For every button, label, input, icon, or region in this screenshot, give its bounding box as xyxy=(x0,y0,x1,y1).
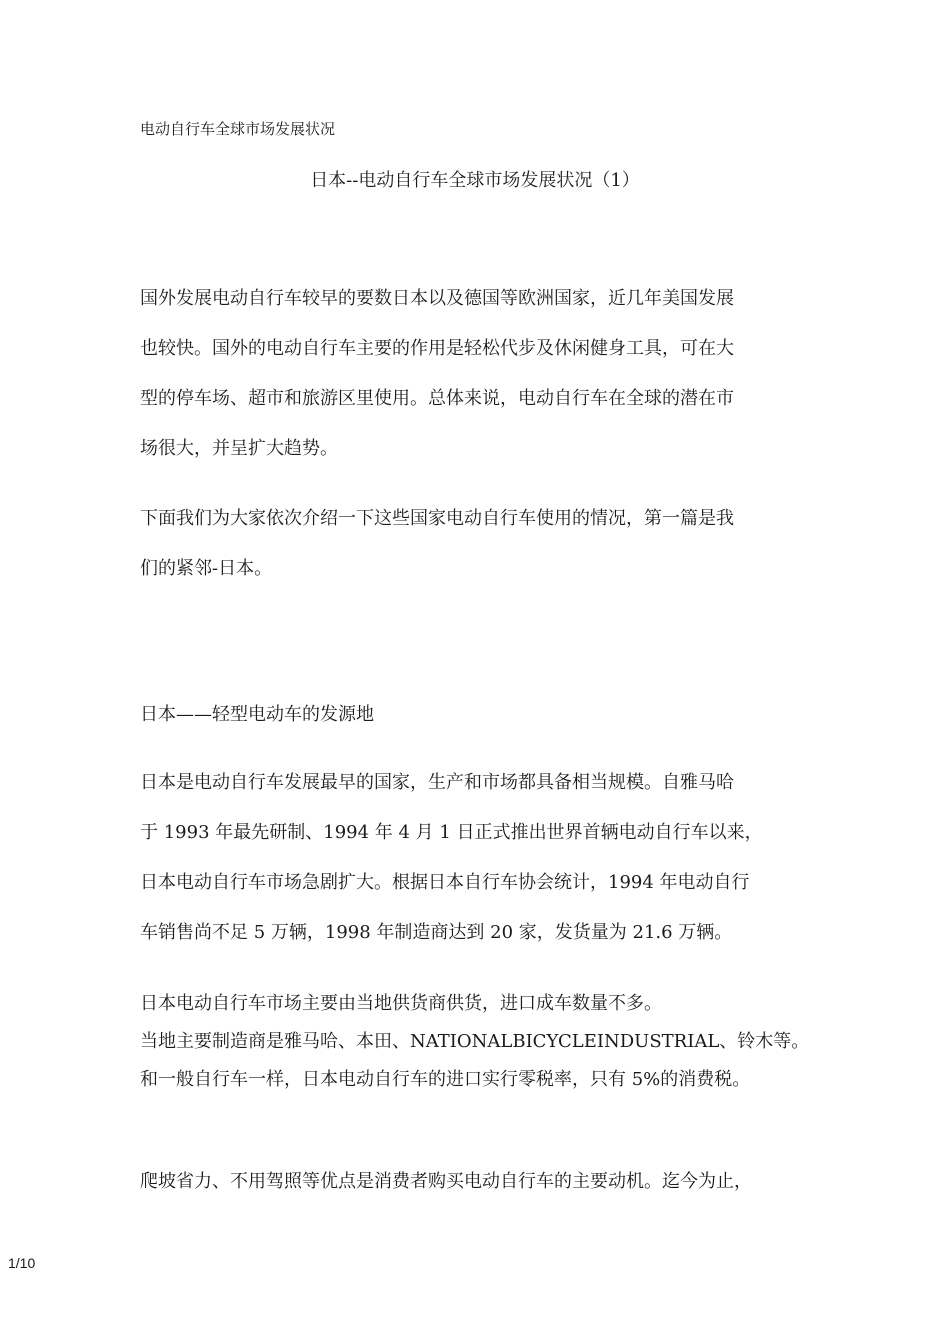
text-line: 下面我们为大家依次介绍一下这些国家电动自行车使用的情况，第一篇是我 xyxy=(140,508,734,529)
text-line: 日本电动自行车市场主要由当地供货商供货，进口成车数量不多。 xyxy=(140,993,662,1014)
text-line: 日本是电动自行车发展最早的国家，生产和市场都具备相当规模。自雅马哈 xyxy=(140,772,734,793)
text-line: 爬坡省力、不用驾照等优点是消费者购买电动自行车的主要动机。迄今为止， xyxy=(140,1171,752,1192)
section-heading xyxy=(140,690,820,740)
paragraph-intro xyxy=(140,274,820,474)
text-line: 日本电动自行车市场急剧扩大。根据日本自行车协会统计，1994 年电动自行 xyxy=(140,872,750,893)
paragraph-overview xyxy=(140,494,820,594)
text-line: 车销售尚不足 5 万辆，1998 年制造商达到 20 家，发货量为 21.6 万辆。 xyxy=(140,922,733,943)
text-line: 们的紧邻-日本。 xyxy=(140,558,273,579)
text-line: 也较快。国外的电动自行车主要的作用是轻松代步及休闲健身工具，可在大 xyxy=(140,338,734,359)
page-header: 电动自行车全球市场发展状况 xyxy=(140,120,336,138)
document-title: 日本--电动自行车全球市场发展状况（1） xyxy=(310,170,640,191)
paragraph-japan-history xyxy=(140,758,820,958)
text-line: 型的停车场、超市和旅游区里使用。总体来说，电动自行车在全球的潜在市 xyxy=(140,388,734,409)
paragraph-motivation xyxy=(140,1157,820,1207)
text-line: 国外发展电动自行车较早的要数日本以及德国等欧洲国家，近几年美国发展 xyxy=(140,288,734,309)
text-line: 于 1993 年最先研制、1994 年 4 月 1 日正式推出世界首辆电动自行车以来， xyxy=(140,822,763,843)
text-line: 场很大，并呈扩大趋势。 xyxy=(140,438,338,459)
paragraph-japan-market xyxy=(140,985,820,1099)
page-number: 1/10 xyxy=(8,1255,36,1271)
text-line: 当地主要制造商是雅马哈、本田、NATIONALBICYCLEINDUSTRIAL、铃木等。 xyxy=(140,1031,810,1052)
text-line: 和一般自行车一样，日本电动自行车的进口实行零税率，只有 5%的消费税。 xyxy=(140,1069,751,1090)
section-heading-text: 日本——轻型电动车的发源地 xyxy=(140,704,374,725)
